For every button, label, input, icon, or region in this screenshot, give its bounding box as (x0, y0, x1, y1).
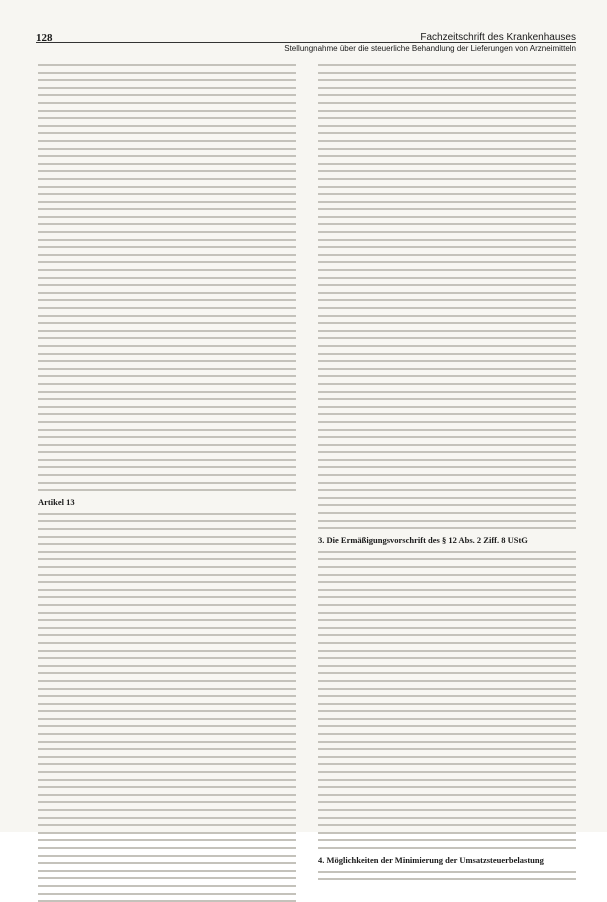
illegible-line (38, 725, 296, 727)
illegible-line (38, 839, 296, 841)
illegible-line (318, 665, 576, 667)
illegible-line (38, 528, 296, 530)
illegible-line (38, 543, 296, 545)
illegible-line (318, 619, 576, 621)
illegible-line (38, 269, 296, 271)
illegible-line (318, 254, 576, 256)
illegible-line (38, 680, 296, 682)
illegible-line (38, 695, 296, 697)
illegible-line (38, 337, 296, 339)
illegible-line (318, 148, 576, 150)
illegible-line (38, 855, 296, 857)
illegible-line (318, 429, 576, 431)
illegible-line (318, 527, 576, 529)
illegible-line (318, 710, 576, 712)
illegible-line (38, 482, 296, 484)
illegible-line (38, 421, 296, 423)
illegible-line (318, 125, 576, 127)
illegible-line (38, 558, 296, 560)
illegible-line (318, 763, 576, 765)
illegible-line (318, 779, 576, 781)
illegible-line (318, 178, 576, 180)
page-number: 128 (36, 32, 53, 44)
illegible-line (38, 634, 296, 636)
illegible-line (38, 748, 296, 750)
illegible-line (318, 520, 576, 522)
illegible-line (318, 307, 576, 309)
illegible-line (38, 665, 296, 667)
illegible-line (318, 208, 576, 210)
illegible-line (318, 330, 576, 332)
illegible-line (38, 216, 296, 218)
illegible-line (38, 566, 296, 568)
illegible-line (318, 64, 576, 66)
illegible-line (38, 688, 296, 690)
illegible-line (38, 254, 296, 256)
illegible-line (318, 688, 576, 690)
illegible-line (38, 513, 296, 515)
illegible-line (38, 536, 296, 538)
illegible-line (318, 94, 576, 96)
illegible-line (318, 786, 576, 788)
illegible-line (38, 148, 296, 150)
illegible-line (38, 466, 296, 468)
illegible-line (318, 451, 576, 453)
illegible-line (38, 330, 296, 332)
section-heading-4: 4. Möglichkeiten der Minimierung der Umsatzsteuerbelastung (318, 854, 544, 865)
illegible-line (318, 110, 576, 112)
section-heading-article-13: Artikel 13 (38, 496, 75, 507)
illegible-line (38, 612, 296, 614)
illegible-line (318, 201, 576, 203)
illegible-line (38, 64, 296, 66)
illegible-line (318, 574, 576, 576)
illegible-line (38, 824, 296, 826)
illegible-line (318, 695, 576, 697)
illegible-line (38, 604, 296, 606)
illegible-line (318, 459, 576, 461)
illegible-line (38, 163, 296, 165)
illegible-line (38, 186, 296, 188)
illegible-line (318, 421, 576, 423)
illegible-line (318, 223, 576, 225)
illegible-line (38, 832, 296, 834)
illegible-line (318, 413, 576, 415)
illegible-line (38, 756, 296, 758)
illegible-line (318, 117, 576, 119)
illegible-line (38, 429, 296, 431)
illegible-line (38, 451, 296, 453)
illegible-line (38, 155, 296, 157)
illegible-line (318, 292, 576, 294)
illegible-line (38, 299, 296, 301)
illegible-line (38, 223, 296, 225)
illegible-line (318, 102, 576, 104)
illegible-line (38, 170, 296, 172)
illegible-line (318, 489, 576, 491)
illegible-line (318, 216, 576, 218)
illegible-line (318, 558, 576, 560)
illegible-line (318, 650, 576, 652)
illegible-line (38, 574, 296, 576)
illegible-line (38, 657, 296, 659)
illegible-line (38, 94, 296, 96)
page-header (36, 30, 576, 58)
illegible-line (318, 261, 576, 263)
illegible-line (318, 337, 576, 339)
illegible-line (318, 436, 576, 438)
illegible-line (38, 353, 296, 355)
illegible-line (38, 201, 296, 203)
illegible-line (38, 102, 296, 104)
illegible-line (318, 140, 576, 142)
illegible-line (318, 360, 576, 362)
illegible-line (318, 596, 576, 598)
illegible-line (38, 117, 296, 119)
illegible-line (38, 893, 296, 895)
illegible-line (38, 817, 296, 819)
left-column (38, 64, 296, 820)
illegible-line (38, 246, 296, 248)
illegible-line (38, 627, 296, 629)
illegible-line (318, 604, 576, 606)
illegible-line (318, 269, 576, 271)
illegible-line (318, 817, 576, 819)
illegible-line (38, 239, 296, 241)
illegible-line (38, 877, 296, 879)
illegible-line (318, 277, 576, 279)
illegible-line (318, 871, 576, 873)
illegible-line (38, 261, 296, 263)
illegible-line (318, 406, 576, 408)
illegible-line (318, 809, 576, 811)
illegible-line (318, 482, 576, 484)
illegible-line (318, 801, 576, 803)
illegible-line (318, 193, 576, 195)
illegible-line (318, 794, 576, 796)
illegible-line (318, 581, 576, 583)
illegible-line (318, 322, 576, 324)
illegible-line (318, 497, 576, 499)
illegible-line (38, 589, 296, 591)
illegible-line (38, 307, 296, 309)
illegible-line (38, 368, 296, 370)
illegible-line (318, 170, 576, 172)
illegible-line (318, 725, 576, 727)
illegible-line (318, 680, 576, 682)
illegible-line (38, 847, 296, 849)
illegible-line (318, 444, 576, 446)
illegible-line (318, 72, 576, 74)
illegible-line (38, 444, 296, 446)
illegible-line (318, 155, 576, 157)
illegible-line (38, 794, 296, 796)
illegible-line (318, 839, 576, 841)
illegible-line (318, 353, 576, 355)
illegible-line (318, 132, 576, 134)
illegible-line (318, 398, 576, 400)
illegible-line (318, 512, 576, 514)
illegible-line (38, 459, 296, 461)
illegible-line (38, 413, 296, 415)
illegible-line (318, 672, 576, 674)
illegible-line (38, 178, 296, 180)
illegible-line (318, 612, 576, 614)
illegible-line (318, 718, 576, 720)
illegible-line (318, 878, 576, 880)
illegible-line (318, 345, 576, 347)
illegible-line (38, 885, 296, 887)
illegible-line (38, 208, 296, 210)
illegible-line (318, 163, 576, 165)
illegible-line (318, 771, 576, 773)
illegible-line (38, 520, 296, 522)
illegible-line (38, 322, 296, 324)
illegible-line (38, 672, 296, 674)
illegible-line (38, 581, 296, 583)
illegible-line (38, 703, 296, 705)
illegible-line (38, 801, 296, 803)
illegible-line (318, 239, 576, 241)
illegible-line (38, 140, 296, 142)
illegible-line (38, 809, 296, 811)
illegible-line (318, 748, 576, 750)
illegible-line (38, 642, 296, 644)
illegible-line (38, 862, 296, 864)
illegible-line (38, 383, 296, 385)
illegible-line (38, 125, 296, 127)
illegible-line (38, 79, 296, 81)
illegible-line (318, 315, 576, 317)
illegible-line (38, 619, 296, 621)
illegible-line (318, 375, 576, 377)
illegible-line (318, 824, 576, 826)
illegible-line (38, 718, 296, 720)
illegible-line (318, 847, 576, 849)
illegible-line (38, 650, 296, 652)
illegible-line (318, 634, 576, 636)
illegible-line (318, 642, 576, 644)
illegible-line (38, 292, 296, 294)
illegible-line (38, 375, 296, 377)
illegible-line (318, 756, 576, 758)
illegible-line (318, 368, 576, 370)
illegible-line (38, 132, 296, 134)
illegible-line (318, 383, 576, 385)
illegible-line (38, 474, 296, 476)
illegible-line (38, 596, 296, 598)
article-running-title: Stellungnahme über die steuerliche Behandlung der Lieferungen von Arzneimitteln (284, 44, 576, 53)
illegible-line (318, 474, 576, 476)
illegible-line (38, 771, 296, 773)
illegible-line (38, 391, 296, 393)
illegible-line (38, 786, 296, 788)
illegible-line (318, 566, 576, 568)
illegible-line (38, 406, 296, 408)
illegible-line (318, 79, 576, 81)
illegible-line (38, 741, 296, 743)
illegible-line (38, 87, 296, 89)
illegible-line (318, 733, 576, 735)
journal-title: Fachzeitschrift des Krankenhauses (420, 32, 576, 43)
illegible-line (38, 870, 296, 872)
illegible-line (38, 436, 296, 438)
illegible-line (38, 315, 296, 317)
illegible-line (38, 489, 296, 491)
illegible-line (318, 657, 576, 659)
illegible-line (318, 832, 576, 834)
illegible-line (318, 231, 576, 233)
illegible-line (38, 72, 296, 74)
illegible-line (318, 551, 576, 553)
illegible-line (318, 504, 576, 506)
illegible-line (38, 231, 296, 233)
illegible-line (318, 589, 576, 591)
illegible-line (38, 733, 296, 735)
illegible-line (38, 345, 296, 347)
illegible-line (318, 87, 576, 89)
illegible-line (38, 110, 296, 112)
illegible-line (38, 763, 296, 765)
illegible-line (38, 710, 296, 712)
illegible-line (38, 779, 296, 781)
illegible-line (318, 466, 576, 468)
illegible-line (318, 299, 576, 301)
illegible-line (38, 360, 296, 362)
right-column (318, 64, 576, 865)
illegible-line (318, 246, 576, 248)
illegible-line (318, 703, 576, 705)
section-heading-3: 3. Die Ermäßigungsvorschrift des § 12 Abs. 2 Ziff. 8 UStG (318, 534, 528, 545)
illegible-line (38, 398, 296, 400)
illegible-line (318, 627, 576, 629)
illegible-line (38, 277, 296, 279)
illegible-line (318, 186, 576, 188)
illegible-line (38, 193, 296, 195)
illegible-line (318, 391, 576, 393)
illegible-line (38, 551, 296, 553)
illegible-line (318, 284, 576, 286)
illegible-line (38, 284, 296, 286)
illegible-line (318, 741, 576, 743)
